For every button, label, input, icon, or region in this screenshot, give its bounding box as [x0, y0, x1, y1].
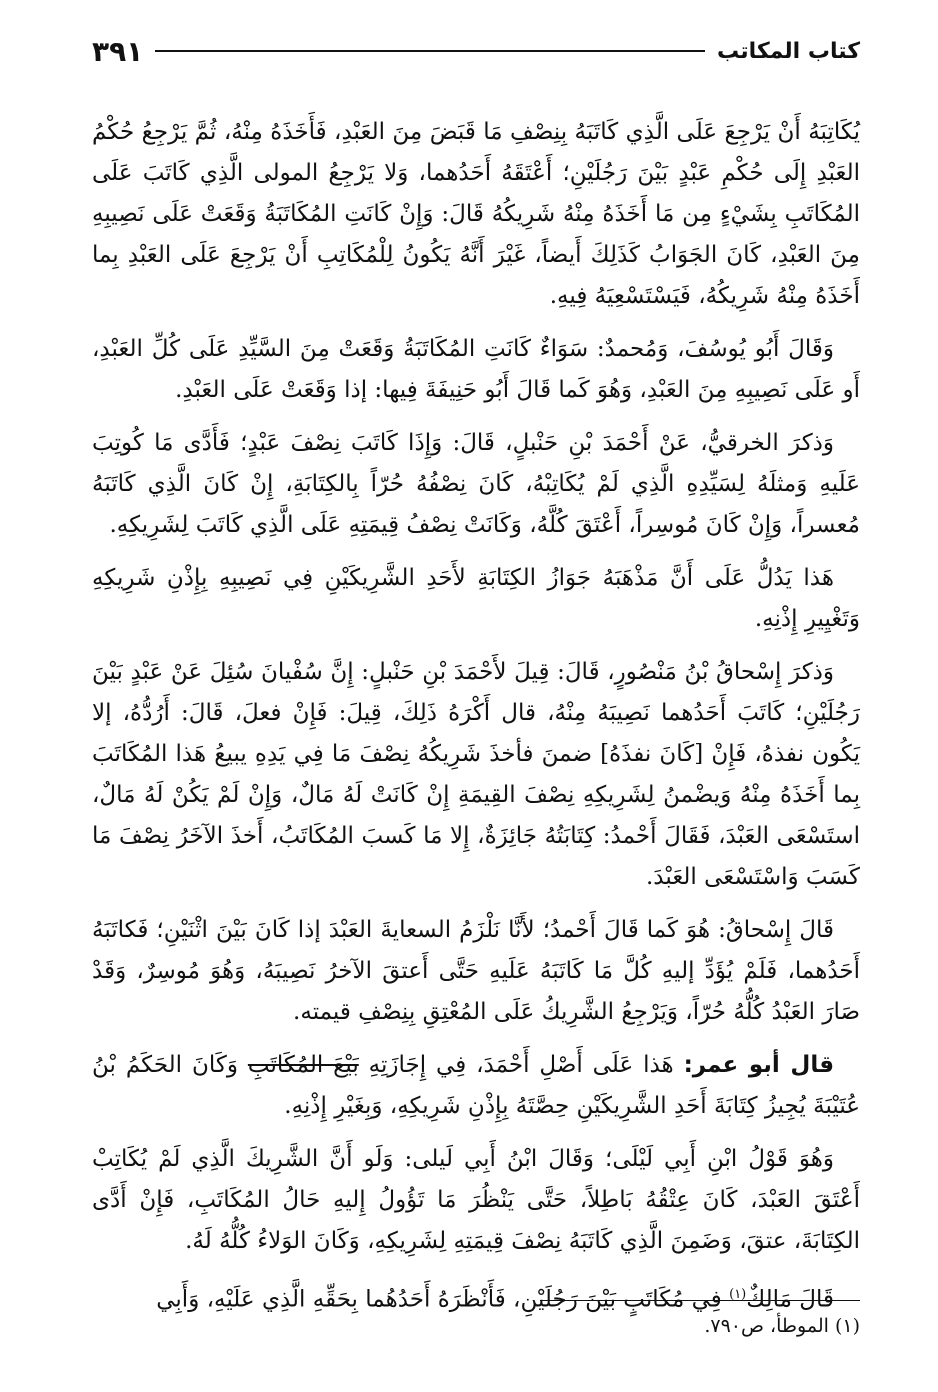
- paragraph-5: [92, 652, 860, 898]
- footnote-rule: [540, 1300, 860, 1301]
- paragraph-text: وَذكرَ إِسْحاقُ بْنُ مَنْصُورٍ، قَالَ: قِيلَ لأَحْمَدَ بْنِ حَنْبلٍ: إِنَّ سُفْيانَ سُئِلَ عَنْ عَبْدٍ بَيْنَ رَجُلَيْنِ؛ كَاتَبَ أَحَدُهما نَصِيبَهُ مِنْهُ، قال أَكْرَهُ ذَلِكَ، قِيلَ: فَإِنْ فعلَ، قَالَ: أَرُدُّهُ، إلا يَكُون نفذهُ، فَإِنْ [كَانَ نفذَهُ] ضمنَ فأخذَ شَرِيكُهُ نِصْفَ مَا فِي يَدِهِ يبيعُ هَذا المُكَاتَبَ بِما أَخَذَهُ مِنْهُ وَيضْمنُ لِشَرِيكِهِ نِصْفَ القِيمَةِ إِنْ كَانَتْ لَهُ مَالٌ، وَإِنْ لَمْ يَكُنْ لَهُ مَالٌ، استَسْعَى العَبْدَ، فَقَالَ أَحْمدُ: كِتَابَتُهُ جَائِزَةٌ، إِلا مَا كَسبَ المُكَاتَبُ، أَخذَ الآخَرُ نِصْفَ مَا كَسَبَ وَاسْتَسْعَى العَبْدَ.: [92, 659, 860, 890]
- struck-text: بَيْعَ المُكَاتَبِ: [247, 1052, 359, 1078]
- book-title: كتاب المكاتب: [717, 38, 860, 64]
- paragraph-4: [92, 558, 860, 640]
- paragraph-text: وَكَانَ الحَكَمُ بْنُ عُتَيْبَةَ يُجِيزُ كِتَابَةَ أَحَدِ الشَّرِيكَيْنِ حِصَّتَهُ بِإِذْنِ شَرِيكِهِ، وَبِغَيْرِ إِذْنِهِ.: [92, 1052, 860, 1119]
- page-number: ٣٩١: [92, 34, 144, 68]
- paragraph-text: وَقَالَ أَبُو يُوسُفَ، وَمُحمدٌ: سَوَاءٌ كَانَتِ المُكَاتَبَةُ وَقَعَتْ مِنَ السَّيِّدِ عَلَى كُلِّ العَبْدِ، أَو عَلَى نَصِيبِهِ مِنَ العَبْدِ، وَهُوَ كَما قَالَ أَبُو حَنِيفَةَ فِيها: إذا وَقَعَتْ عَلَى العَبْدِ.: [92, 336, 860, 403]
- running-header: [92, 26, 860, 76]
- speaker-lead: قال أبو عمر:: [683, 1052, 835, 1078]
- paragraph-3: [92, 423, 860, 546]
- footnote-1: (١) الموطأ، ص٧٩٠.: [704, 1315, 860, 1337]
- paragraph-text: يُكَاتِبَهُ أَنْ يَرْجِعَ عَلَى الَّذِي كَاتَبَهُ بِنِصْفِ مَا قَبَضَ مِنَ العَبْدِ، فَأَخَذَهُ مِنْهُ، ثُمَّ يَرْجِعُ حُكْمُ العَبْدِ إِلَى حُكْمِ عَبْدٍ بَيْنَ رَجُلَيْنِ؛ أَعْتَقَهُ أَحَدُهما، وَلا يَرْجِعُ المولى الَّذِي كَاتَبَ عَلَى المُكَاتَبِ بِشَيْءٍ مِن مَا أَخَذَهُ مِنْهُ شَرِيكُهُ قَالَ: وَإِنْ كَانَتِ المُكَاتَبَةُ وَقَعَتْ عَلَى نَصِيبِهِ مِنَ العَبْدِ، كَانَ الجَوَابُ كَذَلِكَ أَيضاً، غَيْرَ أَنَّهُ يَكُونُ لِلْمُكَاتِبِ أَنْ يَرْجِعَ عَلَى العَبْدِ بِما أَخَذَهُ مِنْهُ شَرِيكُهُ، فَيَسْتَسْعِيَهُ فِيهِ.: [92, 119, 860, 309]
- paragraph-text: وَذكرَ الخرقيُّ، عَنْ أَحْمَدَ بْنِ حَنْبلٍ، قَالَ: وَإِذَا كَاتَبَ نِصْفَ عَبْدٍ؛ فَأَدَّى مَا كُوتِبَ عَلَيهِ وَمثلَهُ لِسَيِّدِهِ الَّذِي لَمْ يُكَاتِبْهُ، كَانَ نِصْفُهُ حُرّاً بِالكِتَابَةِ، إِنْ كَانَ الَّذِي كَاتَبَهُ مُعسراً، وَإِنْ كَانَ مُوسِراً، أَعْتَقَ كُلَّهُ، وَكَانَتْ نِصْفُ قِيمَتِهِ عَلَى الَّذِي كَاتَبَ لِشَرِيكِهِ.: [92, 430, 860, 538]
- paragraph-text: هَذا يَدُلُّ عَلَى أَنَّ مَذْهَبَهُ جَوَازُ الكِتَابَةِ لأَحَدِ الشَّرِيكَيْنِ فِي نَصِيبِهِ بِإِذْنِ شَرِيكِهِ وَتَغْيِيرِ إِذْنِهِ.: [92, 565, 860, 632]
- paragraph-7: [92, 1045, 860, 1127]
- paragraph-text: قَالَ إِسْحاقُ: هُوَ كَما قَالَ أَحْمدُ؛ لأَنَّا نَلْزَمُ السعايةَ العَبْدَ إذا كَانَ بَيْنَ اثْنَيْنِ؛ فَكاتَبَهُ أَحَدُهما، فَلَمْ يُؤَدِّ إليهِ كُلَّ مَا كَاتَبَهُ عَلَيهِ حَتَّى أَعتقَ الآخرُ نَصِيبَهُ، وَهُوَ مُوسِرٌ، وَقَدْ صَارَ العَبْدُ كُلُّهُ حُرّاً، وَيَرْجِعُ الشَّرِيكُ عَلَى المُعْتِقِ بِنِصْفِ قيمته.: [92, 917, 860, 1025]
- paragraph-1: [92, 112, 860, 317]
- paragraph-6: [92, 910, 860, 1033]
- paragraph-2: [92, 329, 860, 411]
- paragraph-text-before: هَذا عَلَى أَصْلِ أَحْمَدَ، فِي إِجَازَتِهِ: [368, 1052, 674, 1078]
- paragraph-8: [92, 1139, 860, 1262]
- page-body: [92, 112, 860, 1321]
- paragraph-text: فِي مُكَاتَبٍ بَيْنَ رَجُلَيْنِ، فَأَنْظَرَهُ أَحَدُهُما بِحَقِّهِ الَّذِي عَلَيْهِ، وَأَبِي: [156, 1286, 722, 1313]
- paragraph-text: وَهُوَ قَوْلُ ابْنِ أَبِي لَيْلَى؛ وَقَالَ ابْنُ أَبِي لَيلى: وَلَو أَنَّ الشَّرِيكَ الَّذِي لَمْ يُكَاتِبْ أَعْتَقَ العَبْدَ، كَانَ عِتْقُهُ بَاطِلاً، حَتَّى يَنْظُرَ مَا تَؤُولُ إِليهِ حَالُ المُكَاتَبِ، فَإِنْ أَدَّى الكِتَابَةَ، عتقَ، وَضَمِنَ الَّذِي كَاتَبَهُ نِصْفَ قِيمَتِهِ لِشَرِيكِهِ، وَكَانَ الوَلاءُ كُلُّهُ لَهُ.: [92, 1146, 860, 1254]
- footnote-ref[interactable]: (١): [729, 1287, 747, 1302]
- paragraph-text-before: قَالَ مَالِكٌ: [746, 1286, 834, 1313]
- footnotes: [540, 1300, 860, 1341]
- header-rule: [155, 50, 705, 52]
